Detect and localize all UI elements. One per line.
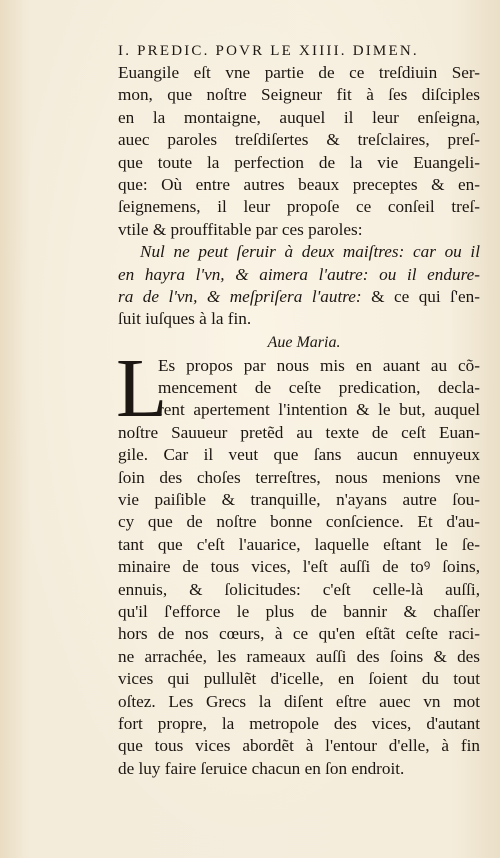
text-line: que toute la perfection de la vie Euangeli-: [118, 152, 480, 172]
text-line: cy que de noſtre bonne conſcience. Et d'au-: [118, 512, 480, 532]
ave-maria-heading: Aue Maria.: [267, 333, 341, 351]
text-line: vie paiſible & tranquille, n'ayans autre ſou-: [118, 490, 480, 510]
scripture-quote-end: ra de l'vn, & meſpriſera l'autre:: [118, 286, 362, 306]
text-line: gile. Car il veut que ſans aucun ennuyeux: [118, 445, 480, 465]
running-head: I. PREDIC. POVR LE XIIII. DIMEN.: [118, 43, 419, 59]
text-line: en la montaigne, auquel il leur enſeigna,: [118, 107, 480, 127]
text-line: que tous vices abordẽt à l'entour d'elle, à fin: [118, 736, 480, 756]
text-line: auec paroles treſdiſertes & treſclaires, preſ-: [118, 130, 480, 150]
text-line: noſtre Sauueur pretẽd au texte de ceſt Euan-: [118, 422, 480, 442]
text-line: vtile & prouffitable par ces paroles:: [118, 219, 363, 239]
text-line: de luy faire ſeruice chacun en ſon endroit.: [118, 758, 405, 778]
text-line: rent apertement l'intention & le but, auquel: [158, 400, 480, 420]
text-line: qu'il ſ'efforce le plus de bannir & chaſſer: [118, 601, 480, 621]
text-line: ſoin des choſes terreſtres, nous menions vne: [118, 467, 480, 487]
text-line: ſuit iuſques à la fin.: [118, 309, 252, 329]
text-line: Euangile eſt vne partie de ce treſdiuin Ser-: [118, 63, 480, 82]
scripture-quote-line: en hayra l'vn, & aimera l'autre: ou il endure-: [118, 264, 480, 284]
text-block: [118, 40, 480, 780]
drop-cap-initial: L: [116, 341, 168, 435]
text-line: vices qui pullulẽt d'icelle, en ſoient du tout: [118, 669, 480, 689]
text-line: hors de nos cœurs, à ce qu'en eſtãt ceſte raci-: [118, 624, 480, 644]
text-line: que: Où entre autres beaux preceptes & en-: [118, 174, 480, 194]
text-line: ne arrachée, les rameaux auſſi des ſoins & des: [118, 646, 480, 666]
text-line: ſeignemens, il leur propoſe ce conſeil treſ-: [118, 197, 480, 217]
quote-continuation: & ce qui ſ'en-: [361, 286, 480, 306]
text-line: minaire de tous vices, l'eſt auſſi de toꝰ ſoins,: [118, 557, 480, 577]
text-line: tant que c'eſt l'auarice, laquelle eſtant le ſe-: [118, 534, 480, 554]
scripture-quote-line: [118, 286, 480, 308]
scripture-quote-line: Nul ne peut ſeruir à deux maiſtres: car ou il: [140, 242, 480, 262]
paragraph-intro: [118, 62, 480, 331]
text-line: mencement de ceſte predication, decla-: [158, 378, 480, 398]
text-line: oſtez. Les Grecs la diſent eſtre auec vn mot: [118, 691, 480, 711]
text-line: fort propre, la metropole des vices, d'autant: [118, 713, 480, 733]
text-line: ennuis, & ſolicitudes: c'eſt celle-là auſſi,: [118, 579, 480, 599]
text-line: mon, que noſtre Seigneur fit à ſes diſciples: [118, 85, 480, 105]
text-line: Es propos par nous mis en auant au cõ-: [158, 355, 480, 375]
